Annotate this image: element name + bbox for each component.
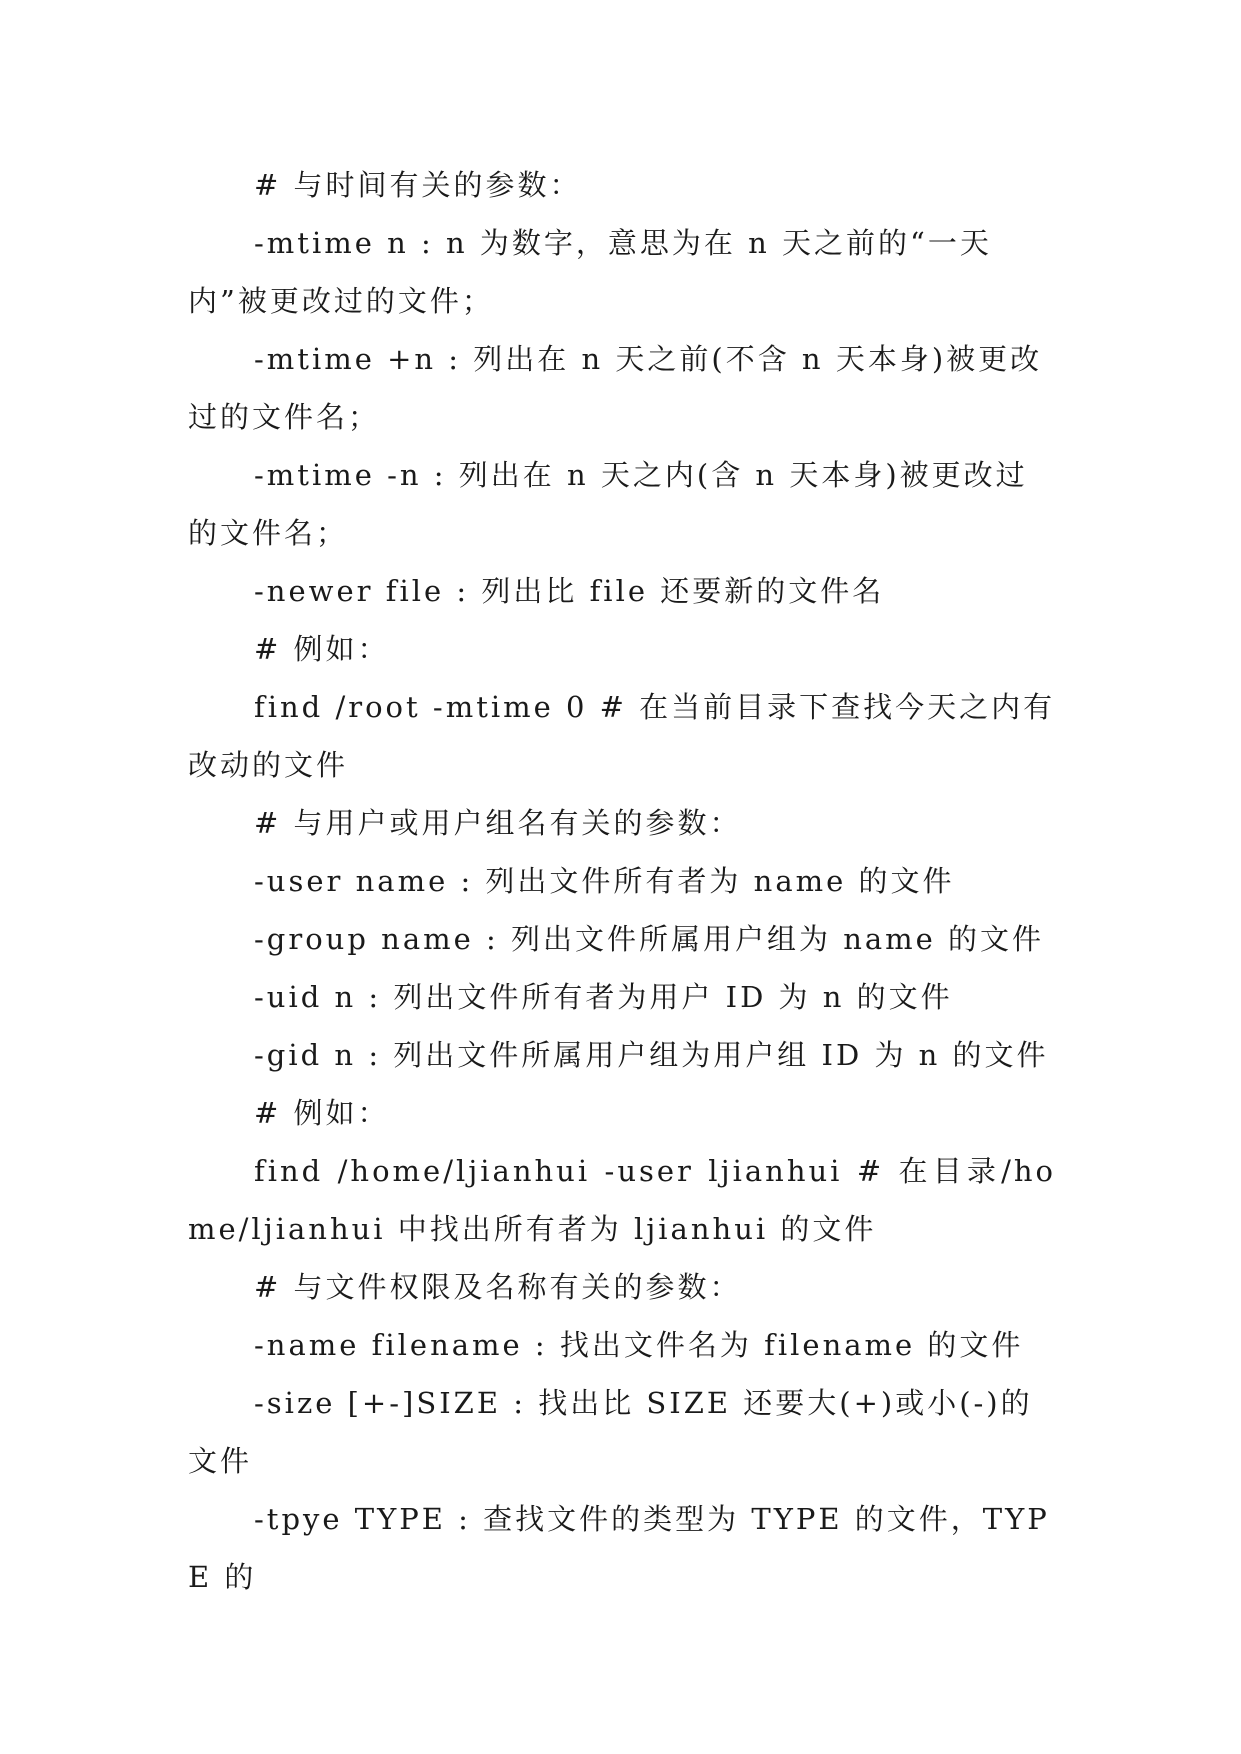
example-find-home: find /home/ljianhui -user ljianhui # 在目录/home/ljianhui 中找出所有者为 ljianhui 的文件 (188, 1154, 1056, 1246)
param-mtime-n: -mtime n : n 为数字，意思为在 n 天之前的“一天内”被更改过的文件； (188, 226, 992, 318)
param-uid-n: -uid n : 列出文件所有者为用户 ID 为 n 的文件 (254, 980, 953, 1014)
document-page (188, 156, 1056, 1606)
heading-permission-params: # 与文件权限及名称有关的参数： (254, 1270, 742, 1304)
param-name-filename: -name filename : 找出文件名为 filename 的文件 (254, 1328, 1024, 1362)
example-find-root: find /root -mtime 0 # 在当前目录下查找今天之内有改动的文件 (188, 690, 1056, 782)
param-gid-n: -gid n : 列出文件所属用户组为用户组 ID 为 n 的文件 (254, 1038, 1049, 1072)
param-type: -tpye TYPE : 查找文件的类型为 TYPE 的文件，TYPE 的 (188, 1502, 1050, 1594)
heading-example-1: # 例如： (254, 632, 390, 666)
heading-time-params: # 与时间有关的参数： (254, 168, 582, 202)
param-mtime-plus-n: -mtime +n : 列出在 n 天之前(不含 n 天本身)被更改过的文件名； (188, 342, 1043, 434)
heading-example-2: # 例如： (254, 1096, 390, 1130)
param-group-name: -group name : 列出文件所属用户组为 name 的文件 (254, 922, 1045, 956)
heading-user-params: # 与用户或用户组名有关的参数： (254, 806, 742, 840)
param-newer-file: -newer file : 列出比 file 还要新的文件名 (254, 574, 885, 608)
param-size: -size [+-]SIZE : 找出比 SIZE 还要大(+)或小(-)的文件 (188, 1386, 1033, 1478)
param-user-name: -user name : 列出文件所有者为 name 的文件 (254, 864, 955, 898)
param-mtime-minus-n: -mtime -n : 列出在 n 天之内(含 n 天本身)被更改过的文件名； (188, 458, 1028, 550)
